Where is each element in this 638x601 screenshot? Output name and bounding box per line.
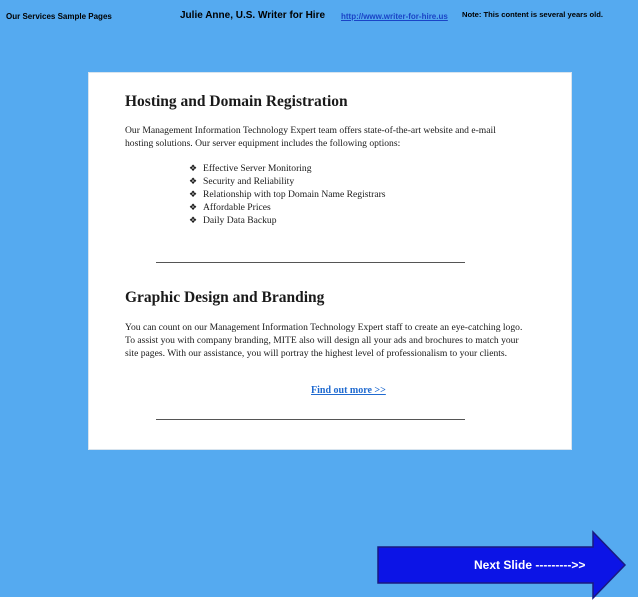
hosting-heading: Hosting and Domain Registration [125, 93, 348, 110]
document-screenshot [88, 72, 572, 450]
next-slide-label: Next Slide --------->> [474, 558, 586, 572]
header-title: Julie Anne, U.S. Writer for Hire [180, 10, 326, 21]
diamond-bullet-icon: ❖ [189, 202, 198, 212]
list-item: ❖ Relationship with top Domain Name Registrars [189, 189, 386, 200]
diamond-bullet-icon: ❖ [189, 215, 198, 225]
diamond-bullet-icon: ❖ [189, 189, 198, 199]
section-divider [156, 262, 465, 263]
diamond-bullet-icon: ❖ [189, 176, 198, 186]
hosting-paragraph: Our Management Information Technology Expert team offers state-of-the-art website and e-mail hosting solutions. Our server equipment includes the following options: [125, 125, 496, 149]
find-out-more-link[interactable]: Find out more >> [311, 385, 386, 396]
list-item: ❖ Security and Reliability [189, 176, 295, 187]
graphic-design-heading: Graphic Design and Branding [125, 289, 325, 306]
list-item: ❖ Daily Data Backup [189, 215, 277, 226]
header-website-link[interactable]: http://www.writer-for-hire.us [341, 12, 448, 21]
header-note: Note: This content is several years old. [462, 10, 603, 19]
list-item: ❖ Effective Server Monitoring [189, 163, 312, 174]
next-slide-button[interactable] [376, 530, 628, 601]
graphic-design-paragraph: You can count on our Management Information Technology Expert staff to create an eye-catching logo. To assist you with company branding, MITE also will design all your ads and brochures to match your site pages. With our assistance, you will portray the highest level of professionalism to your clients. [125, 322, 523, 359]
header-section-label: Our Services Sample Pages [6, 12, 112, 21]
list-item: ❖ Affordable Prices [189, 202, 271, 213]
hosting-options-list [189, 162, 386, 227]
diamond-bullet-icon: ❖ [189, 163, 198, 173]
bottom-divider [156, 419, 465, 420]
